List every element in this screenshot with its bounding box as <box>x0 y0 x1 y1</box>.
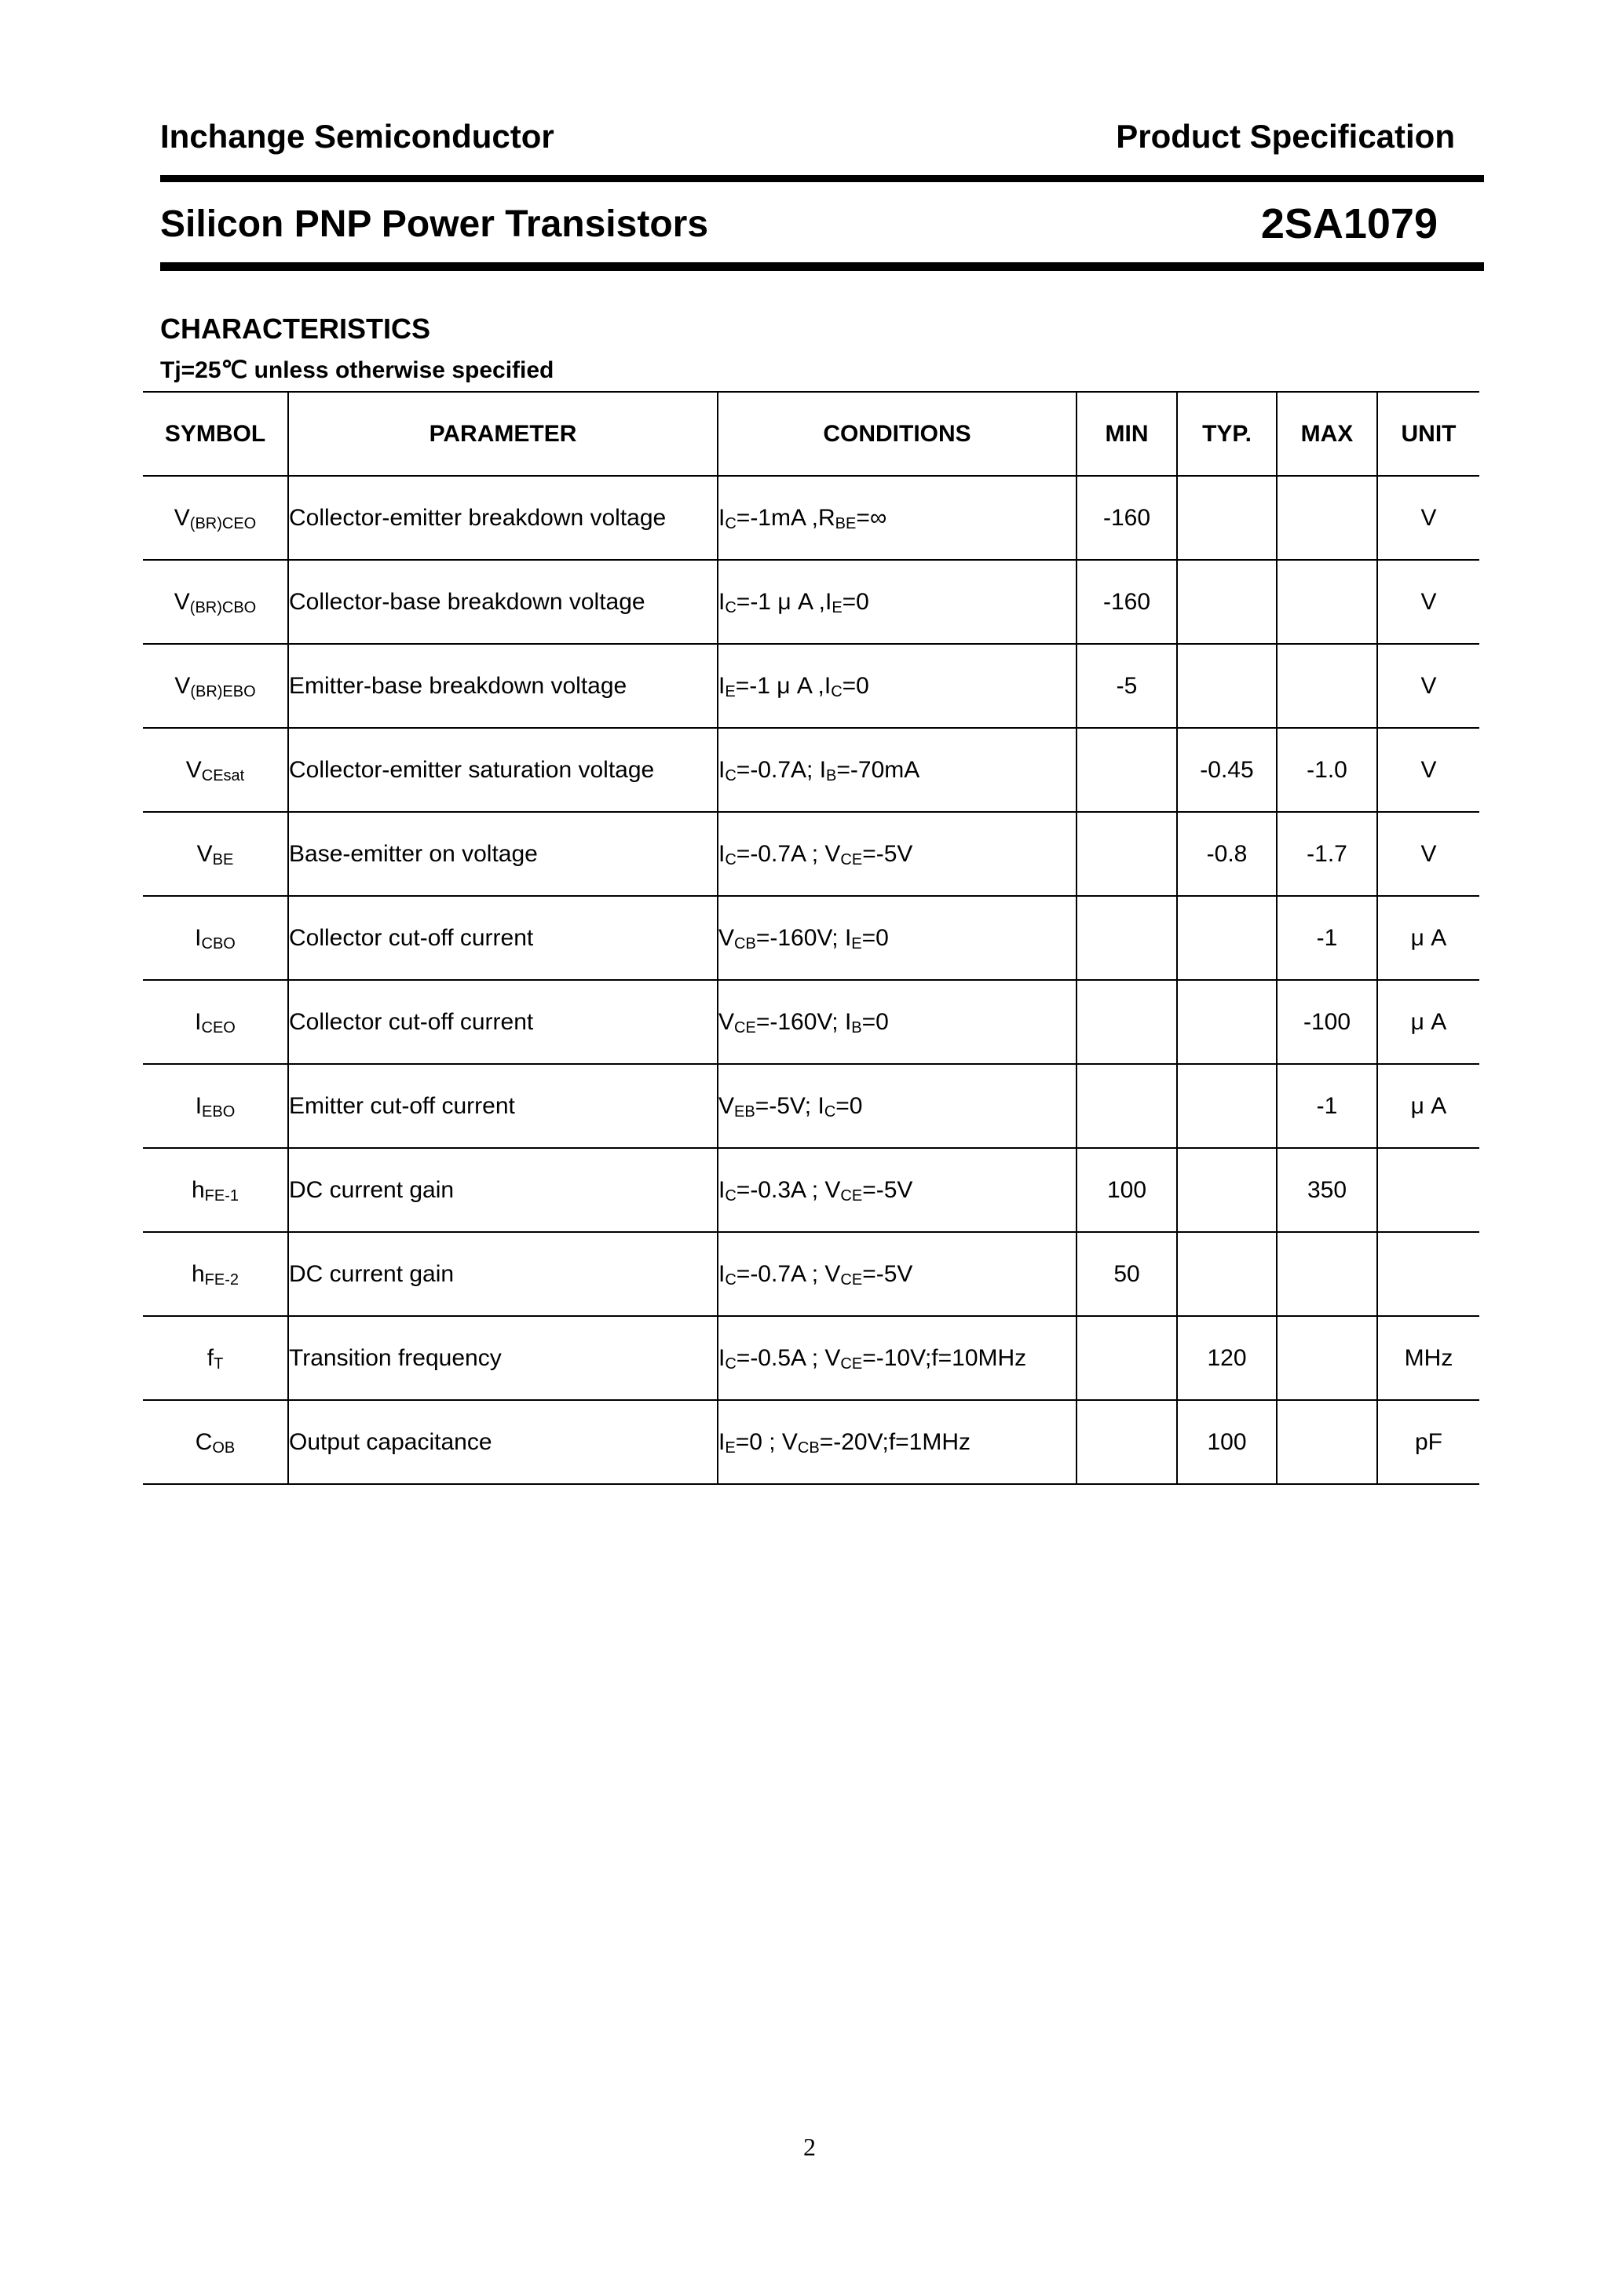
header-max: MAX <box>1277 392 1377 476</box>
typ-cell: -0.8 <box>1177 812 1277 896</box>
condition-text: V <box>718 1008 735 1035</box>
title-rule <box>160 262 1484 271</box>
unit-cell: V <box>1377 728 1479 812</box>
typ-cell <box>1177 476 1277 560</box>
symbol-cell <box>143 1064 288 1148</box>
condition-text: V <box>718 1092 735 1119</box>
header-symbol: SYMBOL <box>143 392 288 476</box>
symbol-subscript: T <box>214 1355 224 1373</box>
condition-text: =-5V; I <box>755 1092 824 1119</box>
characteristics-table <box>143 391 1479 1485</box>
condition-subscript: CE <box>840 1270 863 1289</box>
table-row <box>143 728 1479 812</box>
header-conditions: CONDITIONS <box>718 392 1077 476</box>
condition-text: =0 <box>861 1008 889 1035</box>
unit-cell <box>1377 1232 1479 1316</box>
condition-subscript: C <box>824 1102 836 1121</box>
conditions-cell <box>718 728 1077 812</box>
condition-text: =-20V;f=1MHz <box>819 1428 971 1455</box>
symbol-cell <box>143 896 288 980</box>
symbol-cell <box>143 812 288 896</box>
typ-cell <box>1177 1148 1277 1232</box>
typ-cell <box>1177 1232 1277 1316</box>
document-type: Product Specification <box>1116 118 1455 155</box>
section-subtitle: Tj=25℃ unless otherwise specified <box>160 357 554 383</box>
max-cell: -1.0 <box>1277 728 1377 812</box>
condition-subscript: CE <box>840 1186 863 1205</box>
symbol-cell <box>143 1232 288 1316</box>
condition-text: I <box>718 588 726 615</box>
condition-subscript: C <box>725 850 737 868</box>
header-unit: UNIT <box>1377 392 1479 476</box>
max-cell: -100 <box>1277 980 1377 1064</box>
max-cell <box>1277 560 1377 644</box>
parameter-cell: Collector cut-off current <box>288 980 718 1064</box>
condition-text: =0 ; V <box>735 1428 798 1455</box>
parameter-cell: Collector-emitter saturation voltage <box>288 728 718 812</box>
condition-subscript: C <box>725 598 737 616</box>
conditions-cell <box>718 1232 1077 1316</box>
symbol-main: I <box>195 1008 202 1035</box>
table-row <box>143 1148 1479 1232</box>
symbol-subscript: FE-2 <box>204 1270 239 1289</box>
page-number: 2 <box>803 2133 816 2161</box>
conditions-cell <box>718 896 1077 980</box>
condition-text: I <box>718 756 726 783</box>
parameter-cell: Output capacitance <box>288 1400 718 1484</box>
unit-cell: V <box>1377 812 1479 896</box>
condition-text: =-5V <box>862 1260 913 1287</box>
min-cell: -160 <box>1077 476 1177 560</box>
symbol-subscript: FE-1 <box>204 1186 239 1205</box>
symbol-main: f <box>207 1344 214 1371</box>
table-header-row <box>143 392 1479 476</box>
typ-cell <box>1177 560 1277 644</box>
parameter-cell: Collector cut-off current <box>288 896 718 980</box>
conditions-cell <box>718 1064 1077 1148</box>
symbol-cell <box>143 1316 288 1400</box>
table-row <box>143 896 1479 980</box>
typ-cell <box>1177 896 1277 980</box>
condition-subscript: C <box>725 1355 737 1373</box>
condition-subscript: B <box>826 766 837 784</box>
condition-subscript: E <box>725 682 736 700</box>
typ-cell <box>1177 1064 1277 1148</box>
typ-cell <box>1177 644 1277 728</box>
typ-cell <box>1177 980 1277 1064</box>
symbol-cell <box>143 644 288 728</box>
min-cell: -160 <box>1077 560 1177 644</box>
condition-subscript: EB <box>734 1102 755 1121</box>
min-cell <box>1077 1064 1177 1148</box>
condition-text: =-0.7A; I <box>736 756 827 783</box>
typ-cell: 100 <box>1177 1400 1277 1484</box>
condition-text: I <box>718 1344 726 1371</box>
table-row <box>143 1232 1479 1316</box>
symbol-subscript: (BR)EBO <box>190 682 256 700</box>
parameter-cell: DC current gain <box>288 1232 718 1316</box>
condition-text: I <box>718 504 726 531</box>
max-cell: -1 <box>1277 1064 1377 1148</box>
condition-text: =-70mA <box>836 756 920 783</box>
typ-cell: -0.45 <box>1177 728 1277 812</box>
symbol-cell <box>143 1148 288 1232</box>
condition-text: =-0.7A ; V <box>736 1260 841 1287</box>
conditions-cell <box>718 1316 1077 1400</box>
symbol-subscript: EBO <box>202 1102 236 1121</box>
max-cell <box>1277 1232 1377 1316</box>
condition-text: =-1 μ A ,I <box>736 588 832 615</box>
table-row <box>143 1400 1479 1484</box>
table-row <box>143 1316 1479 1400</box>
company-name: Inchange Semiconductor <box>160 118 554 155</box>
symbol-main: h <box>191 1260 205 1287</box>
symbol-subscript: BE <box>212 850 234 868</box>
min-cell: 50 <box>1077 1232 1177 1316</box>
max-cell <box>1277 644 1377 728</box>
parameter-cell: Emitter cut-off current <box>288 1064 718 1148</box>
min-cell <box>1077 896 1177 980</box>
condition-subscript: E <box>725 1439 736 1457</box>
condition-subscript: C <box>725 1186 737 1205</box>
symbol-subscript: CEsat <box>201 766 245 784</box>
table-row <box>143 476 1479 560</box>
condition-text: =0 <box>842 588 869 615</box>
condition-subscript: CE <box>840 1355 863 1373</box>
symbol-main: I <box>195 924 202 951</box>
condition-subscript: CE <box>734 1018 756 1036</box>
parameter-cell: Base-emitter on voltage <box>288 812 718 896</box>
conditions-cell <box>718 560 1077 644</box>
parameter-cell: Transition frequency <box>288 1316 718 1400</box>
unit-cell: V <box>1377 476 1479 560</box>
symbol-main: V <box>196 840 213 867</box>
condition-text: =-5V <box>862 840 913 867</box>
unit-cell: μ A <box>1377 1064 1479 1148</box>
typ-cell: 120 <box>1177 1316 1277 1400</box>
symbol-subscript: OB <box>212 1439 236 1457</box>
min-cell <box>1077 728 1177 812</box>
condition-text: =0 <box>861 924 889 951</box>
condition-subscript: C <box>725 766 737 784</box>
condition-text: =-0.5A ; V <box>736 1344 841 1371</box>
conditions-cell <box>718 1400 1077 1484</box>
max-cell: -1 <box>1277 896 1377 980</box>
header-min: MIN <box>1077 392 1177 476</box>
symbol-subscript: CBO <box>201 934 236 952</box>
unit-cell: MHz <box>1377 1316 1479 1400</box>
max-cell <box>1277 476 1377 560</box>
part-number: 2SA1079 <box>1260 200 1438 247</box>
symbol-cell <box>143 1400 288 1484</box>
table-row <box>143 980 1479 1064</box>
section-title: CHARACTERISTICS <box>160 313 431 345</box>
table-row <box>143 1064 1479 1148</box>
condition-text: =0 <box>842 672 869 699</box>
unit-cell: pF <box>1377 1400 1479 1484</box>
max-cell <box>1277 1316 1377 1400</box>
condition-text: =-1mA ,R <box>736 504 835 531</box>
condition-text: =-5V <box>862 1176 913 1203</box>
table-row <box>143 812 1479 896</box>
symbol-main: V <box>185 756 202 783</box>
header-parameter: PARAMETER <box>288 392 718 476</box>
unit-cell: μ A <box>1377 896 1479 980</box>
symbol-cell <box>143 980 288 1064</box>
condition-text: I <box>718 1260 726 1287</box>
condition-subscript: CB <box>797 1439 820 1457</box>
symbol-subscript: CEO <box>201 1018 236 1036</box>
symbol-main: V <box>174 588 190 615</box>
condition-subscript: E <box>851 934 862 952</box>
max-cell <box>1277 1400 1377 1484</box>
condition-text: I <box>718 672 726 699</box>
parameter-cell: Emitter-base breakdown voltage <box>288 644 718 728</box>
min-cell <box>1077 812 1177 896</box>
condition-text: I <box>718 840 726 867</box>
condition-subscript: CE <box>840 850 863 868</box>
symbol-main: V <box>174 672 191 699</box>
symbol-cell <box>143 728 288 812</box>
symbol-cell <box>143 476 288 560</box>
condition-subscript: E <box>832 598 843 616</box>
parameter-cell: DC current gain <box>288 1148 718 1232</box>
symbol-main: I <box>195 1092 203 1119</box>
unit-cell: V <box>1377 644 1479 728</box>
min-cell: 100 <box>1077 1148 1177 1232</box>
condition-text: V <box>718 924 735 951</box>
symbol-subscript: (BR)CBO <box>189 598 257 616</box>
symbol-main: V <box>174 504 190 531</box>
symbol-subscript: (BR)CEO <box>189 514 257 532</box>
product-line-title: Silicon PNP Power Transistors <box>160 203 709 245</box>
condition-subscript: C <box>725 1270 737 1289</box>
min-cell <box>1077 1316 1177 1400</box>
condition-text: I <box>718 1428 726 1455</box>
table-row <box>143 560 1479 644</box>
header-rule <box>160 175 1484 182</box>
table-row <box>143 644 1479 728</box>
parameter-cell: Collector-base breakdown voltage <box>288 560 718 644</box>
condition-text: =-0.7A ; V <box>736 840 841 867</box>
condition-text: =0 <box>835 1092 863 1119</box>
condition-text: =-1 μ A ,I <box>735 672 832 699</box>
conditions-cell <box>718 1148 1077 1232</box>
min-cell <box>1077 1400 1177 1484</box>
condition-subscript: BE <box>835 514 857 532</box>
min-cell <box>1077 980 1177 1064</box>
condition-text: =-10V;f=10MHz <box>862 1344 1027 1371</box>
max-cell: 350 <box>1277 1148 1377 1232</box>
conditions-cell <box>718 980 1077 1064</box>
condition-text: =-160V; I <box>755 1008 852 1035</box>
condition-text: I <box>718 1176 726 1203</box>
conditions-cell <box>718 476 1077 560</box>
condition-subscript: C <box>831 682 843 700</box>
condition-subscript: C <box>725 514 737 532</box>
min-cell: -5 <box>1077 644 1177 728</box>
condition-text: =-0.3A ; V <box>736 1176 841 1203</box>
condition-text: =∞ <box>856 504 887 531</box>
symbol-cell <box>143 560 288 644</box>
parameter-cell: Collector-emitter breakdown voltage <box>288 476 718 560</box>
condition-subscript: B <box>851 1018 862 1036</box>
condition-text: =-160V; I <box>755 924 852 951</box>
unit-cell: V <box>1377 560 1479 644</box>
symbol-main: C <box>195 1428 213 1455</box>
header-typ: TYP. <box>1177 392 1277 476</box>
conditions-cell <box>718 812 1077 896</box>
unit-cell: μ A <box>1377 980 1479 1064</box>
conditions-cell <box>718 644 1077 728</box>
unit-cell <box>1377 1148 1479 1232</box>
symbol-main: h <box>191 1176 205 1203</box>
condition-subscript: CB <box>734 934 756 952</box>
max-cell: -1.7 <box>1277 812 1377 896</box>
